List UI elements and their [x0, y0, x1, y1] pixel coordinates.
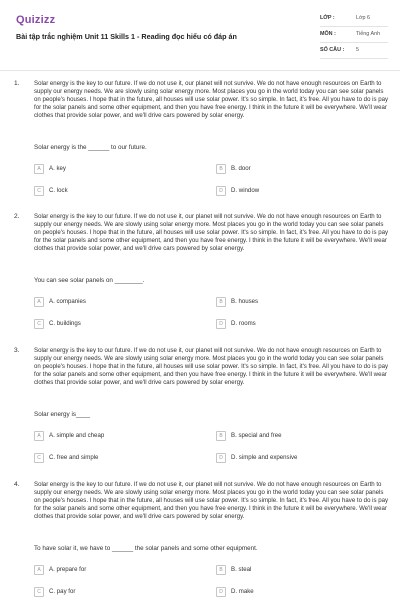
option-text: B. special and free	[231, 432, 282, 439]
option-letter-box: A	[34, 164, 44, 174]
option-letter-box: C	[34, 319, 44, 329]
question-number: 2.	[14, 213, 20, 220]
option-letter-box: D	[216, 587, 226, 597]
option-d[interactable]	[216, 186, 376, 196]
option-text: D. make	[231, 588, 254, 595]
header-divider	[0, 70, 400, 71]
question-stem: Solar energy is the ______ to our future.	[34, 144, 147, 151]
option-letter-box: C	[34, 186, 44, 196]
question-passage: Solar energy is the key to our future. If we do not use it, our planet will not survive. We do not have enough resources on Earth to supply our energy needs. We are slowly using solar energy more. Most places you go in the world today you can see solar panels on people's houses. I hope that in the future, all houses will use solar power. It's so simple. In fact, it's free. All you have to do is pay for the solar panels and some other equipment, and then you have free energy. I think in the future it will be everywhere. We'll wear clothes that provide solar power, and we'll drive cars powered by solar energy.	[34, 80, 389, 120]
option-c[interactable]	[34, 319, 194, 329]
option-letter-box: D	[216, 453, 226, 463]
option-text: B. door	[231, 165, 251, 172]
option-a[interactable]	[34, 431, 194, 441]
option-c[interactable]	[34, 587, 194, 597]
meta-label: LỚP :	[320, 15, 335, 21]
option-text: D. rooms	[231, 320, 256, 327]
option-letter-box: C	[34, 453, 44, 463]
option-a[interactable]	[34, 297, 194, 307]
option-text: D. window	[231, 187, 260, 194]
option-text: C. pay for	[49, 588, 76, 595]
option-text: A. prepare for	[49, 566, 87, 573]
question-number: 4.	[14, 481, 20, 488]
option-text: B. houses	[231, 298, 259, 305]
meta-row-count	[320, 46, 388, 59]
option-letter-box: D	[216, 319, 226, 329]
option-letter-box: A	[34, 565, 44, 575]
option-letter-box: B	[216, 164, 226, 174]
option-letter-box: B	[216, 565, 226, 575]
question-stem: Solar energy is____	[34, 411, 91, 418]
option-letter-box: B	[216, 297, 226, 307]
question-passage: Solar energy is the key to our future. If we do not use it, our planet will not survive. We do not have enough resources on Earth to supply our energy needs. We are slowly using solar energy more. Most places you go in the world today you can see solar panels on people's houses. I hope that in the future, all houses will use solar power. It's so simple. In fact, it's free. All you have to do is pay for the solar panels and some other equipment, and then you have free energy. I think in the future it will be everywhere. We'll wear clothes that provide solar power, and we'll drive cars powered by solar energy.	[34, 347, 389, 387]
option-text: A. key	[49, 165, 66, 172]
worksheet-meta	[320, 14, 388, 62]
question-passage: Solar energy is the key to our future. If we do not use it, our planet will not survive. We do not have enough resources on Earth to supply our energy needs. We are slowly using solar energy more. Most places you go in the world today you can see solar panels on people's houses. I hope that in the future, all houses will use solar power. It's so simple. In fact, it's free. All you have to do is pay for the solar panels and some other equipment, and then you have free energy. I think in the future it will be everywhere. We'll wear clothes that provide solar power, and we'll drive cars powered by solar energy.	[34, 481, 389, 521]
option-text: C. buildings	[49, 320, 81, 327]
option-c[interactable]	[34, 453, 194, 463]
option-b[interactable]	[216, 565, 376, 575]
question-stem: You can see solar panels on ________.	[34, 277, 145, 284]
option-letter-box: A	[34, 297, 44, 307]
meta-label: MÔN :	[320, 31, 336, 37]
option-b[interactable]	[216, 164, 376, 174]
meta-value: Tiếng Anh	[356, 31, 381, 37]
option-letter-box: B	[216, 431, 226, 441]
quizizz-logo: Quizizz	[16, 14, 56, 26]
meta-row-class	[320, 14, 388, 27]
option-text: D. simple and expensive	[231, 454, 298, 461]
meta-row-subject	[320, 30, 388, 43]
question-number: 1.	[14, 80, 20, 87]
question-passage: Solar energy is the key to our future. If we do not use it, our planet will not survive. We do not have enough resources on Earth to supply our energy needs. We are slowly using solar energy more. Most places you go in the world today you can see solar panels on people's houses. I hope that in the future, all houses will use solar power. It's so simple. In fact, it's free. All you have to do is pay for the solar panels and some other equipment, and then you have free energy. I think in the future it will be everywhere. We'll wear clothes that provide solar power, and we'll drive cars powered by solar energy.	[34, 213, 389, 253]
meta-value: Lớp 6	[356, 15, 371, 21]
option-c[interactable]	[34, 186, 194, 196]
option-text: B. steal	[231, 566, 252, 573]
option-text: A. companies	[49, 298, 86, 305]
option-a[interactable]	[34, 565, 194, 575]
option-text: C. free and simple	[49, 454, 99, 461]
option-d[interactable]	[216, 319, 376, 329]
option-b[interactable]	[216, 297, 376, 307]
option-text: A. simple and cheap	[49, 432, 105, 439]
option-d[interactable]	[216, 453, 376, 463]
worksheet-title: Bài tập trắc nghiệm Unit 11 Skills 1 - Reading đọc hiểu có đáp án	[16, 32, 237, 41]
worksheet-header	[0, 0, 400, 68]
option-letter-box: C	[34, 587, 44, 597]
meta-label: SỐ CÂU :	[320, 47, 345, 53]
question-number: 3.	[14, 347, 20, 354]
meta-value: 5	[356, 47, 359, 53]
option-a[interactable]	[34, 164, 194, 174]
option-d[interactable]	[216, 587, 376, 597]
question-stem: To have solar it, we have to ______ the solar panels and some other equipment.	[34, 545, 258, 552]
option-text: C. lock	[49, 187, 68, 194]
option-letter-box: D	[216, 186, 226, 196]
option-b[interactable]	[216, 431, 376, 441]
option-letter-box: A	[34, 431, 44, 441]
